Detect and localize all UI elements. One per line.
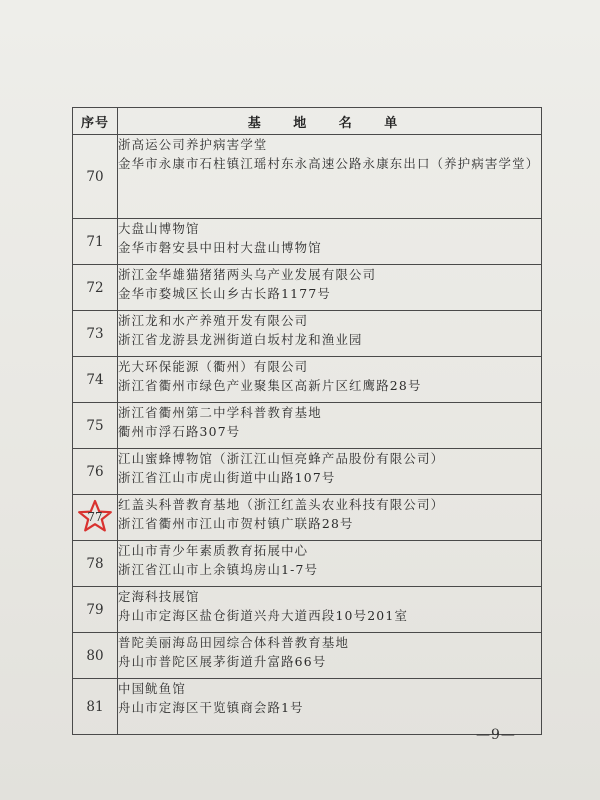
- base-name: 浙江龙和水产养殖开发有限公司: [118, 313, 309, 328]
- table-row: [73, 633, 542, 679]
- base-address: 舟山市定海区盐仓街道兴舟大道西段10号201室: [118, 608, 409, 623]
- table-row: [73, 449, 542, 495]
- row-content: [118, 135, 542, 219]
- row-number-cell: [73, 495, 118, 541]
- row-content: [118, 449, 542, 495]
- table-row: [73, 541, 542, 587]
- base-address: 金华市磐安县中田村大盘山博物馆: [118, 240, 322, 255]
- base-name: 浙江金华雄猫猪猪两头乌产业发展有限公司: [118, 267, 377, 282]
- table-row: [73, 311, 542, 357]
- base-name: 浙江省衢州第二中学科普教育基地: [118, 405, 322, 420]
- base-name: 江山蜜蜂博物馆（浙江江山恒亮蜂产品股份有限公司）: [118, 451, 445, 466]
- base-name: 浙高运公司养护病害学堂: [118, 137, 268, 152]
- table-row: [73, 135, 542, 219]
- row-content: [118, 357, 542, 403]
- row-number: 75: [73, 403, 118, 449]
- base-address: 舟山市定海区干览镇商会路1号: [118, 700, 304, 715]
- row-content: [118, 541, 542, 587]
- base-address: 金华市永康市石柱镇江瑶村东永高速公路永康东出口（养护病害学堂）: [118, 156, 540, 171]
- row-content: [118, 587, 542, 633]
- row-number: 81: [73, 679, 118, 735]
- row-number: 71: [73, 219, 118, 265]
- star-mark-icon: [77, 499, 113, 533]
- row-content: [118, 633, 542, 679]
- row-number: 73: [73, 311, 118, 357]
- header-number: 序号: [73, 108, 118, 135]
- table-row: [73, 357, 542, 403]
- row-number: 80: [73, 633, 118, 679]
- row-number: 76: [73, 449, 118, 495]
- base-name: 红盖头科普教育基地（浙江红盖头农业科技有限公司）: [118, 497, 445, 512]
- base-name: 江山市青少年素质教育拓展中心: [118, 543, 309, 558]
- row-number: 72: [73, 265, 118, 311]
- table-header-row: [73, 108, 542, 135]
- base-list-table: [72, 107, 542, 735]
- row-content: [118, 311, 542, 357]
- row-number: 70: [73, 135, 118, 219]
- base-address: 舟山市普陀区展茅街道升富路66号: [118, 654, 327, 669]
- row-content: [118, 219, 542, 265]
- base-name: 中国鱿鱼馆: [118, 681, 186, 696]
- table-row: [73, 265, 542, 311]
- base-name: 大盘山博物馆: [118, 221, 200, 236]
- row-number: 77: [87, 509, 103, 524]
- base-name: 定海科技展馆: [118, 589, 200, 604]
- base-address: 浙江省江山市上余镇坞房山1-7号: [118, 562, 319, 577]
- table-row: [73, 219, 542, 265]
- page-number: —9—: [476, 727, 516, 743]
- base-name: 普陀美丽海岛田园综合体科普教育基地: [118, 635, 350, 650]
- row-content: [118, 403, 542, 449]
- base-name: 光大环保能源（衢州）有限公司: [118, 359, 309, 374]
- table-row: [73, 587, 542, 633]
- base-address: 金华市婺城区长山乡古长路1177号: [118, 286, 332, 301]
- row-content: [118, 265, 542, 311]
- base-address: 浙江省衢州市江山市贺村镇广联路28号: [118, 516, 354, 531]
- row-number: 74: [73, 357, 118, 403]
- row-number: 79: [73, 587, 118, 633]
- base-address: 浙江省龙游县龙洲街道白坂村龙和渔业园: [118, 332, 363, 347]
- row-number: 78: [73, 541, 118, 587]
- base-address: 浙江省江山市虎山街道中山路107号: [118, 470, 336, 485]
- header-base-list: 基 地 名 单: [118, 108, 542, 135]
- table-row-highlighted: [73, 495, 542, 541]
- base-address: 浙江省衢州市绿色产业聚集区高新片区红鹰路28号: [118, 378, 422, 393]
- table-row: [73, 679, 542, 735]
- row-content: [118, 495, 542, 541]
- base-address: 衢州市浮石路307号: [118, 424, 241, 439]
- table-row: [73, 403, 542, 449]
